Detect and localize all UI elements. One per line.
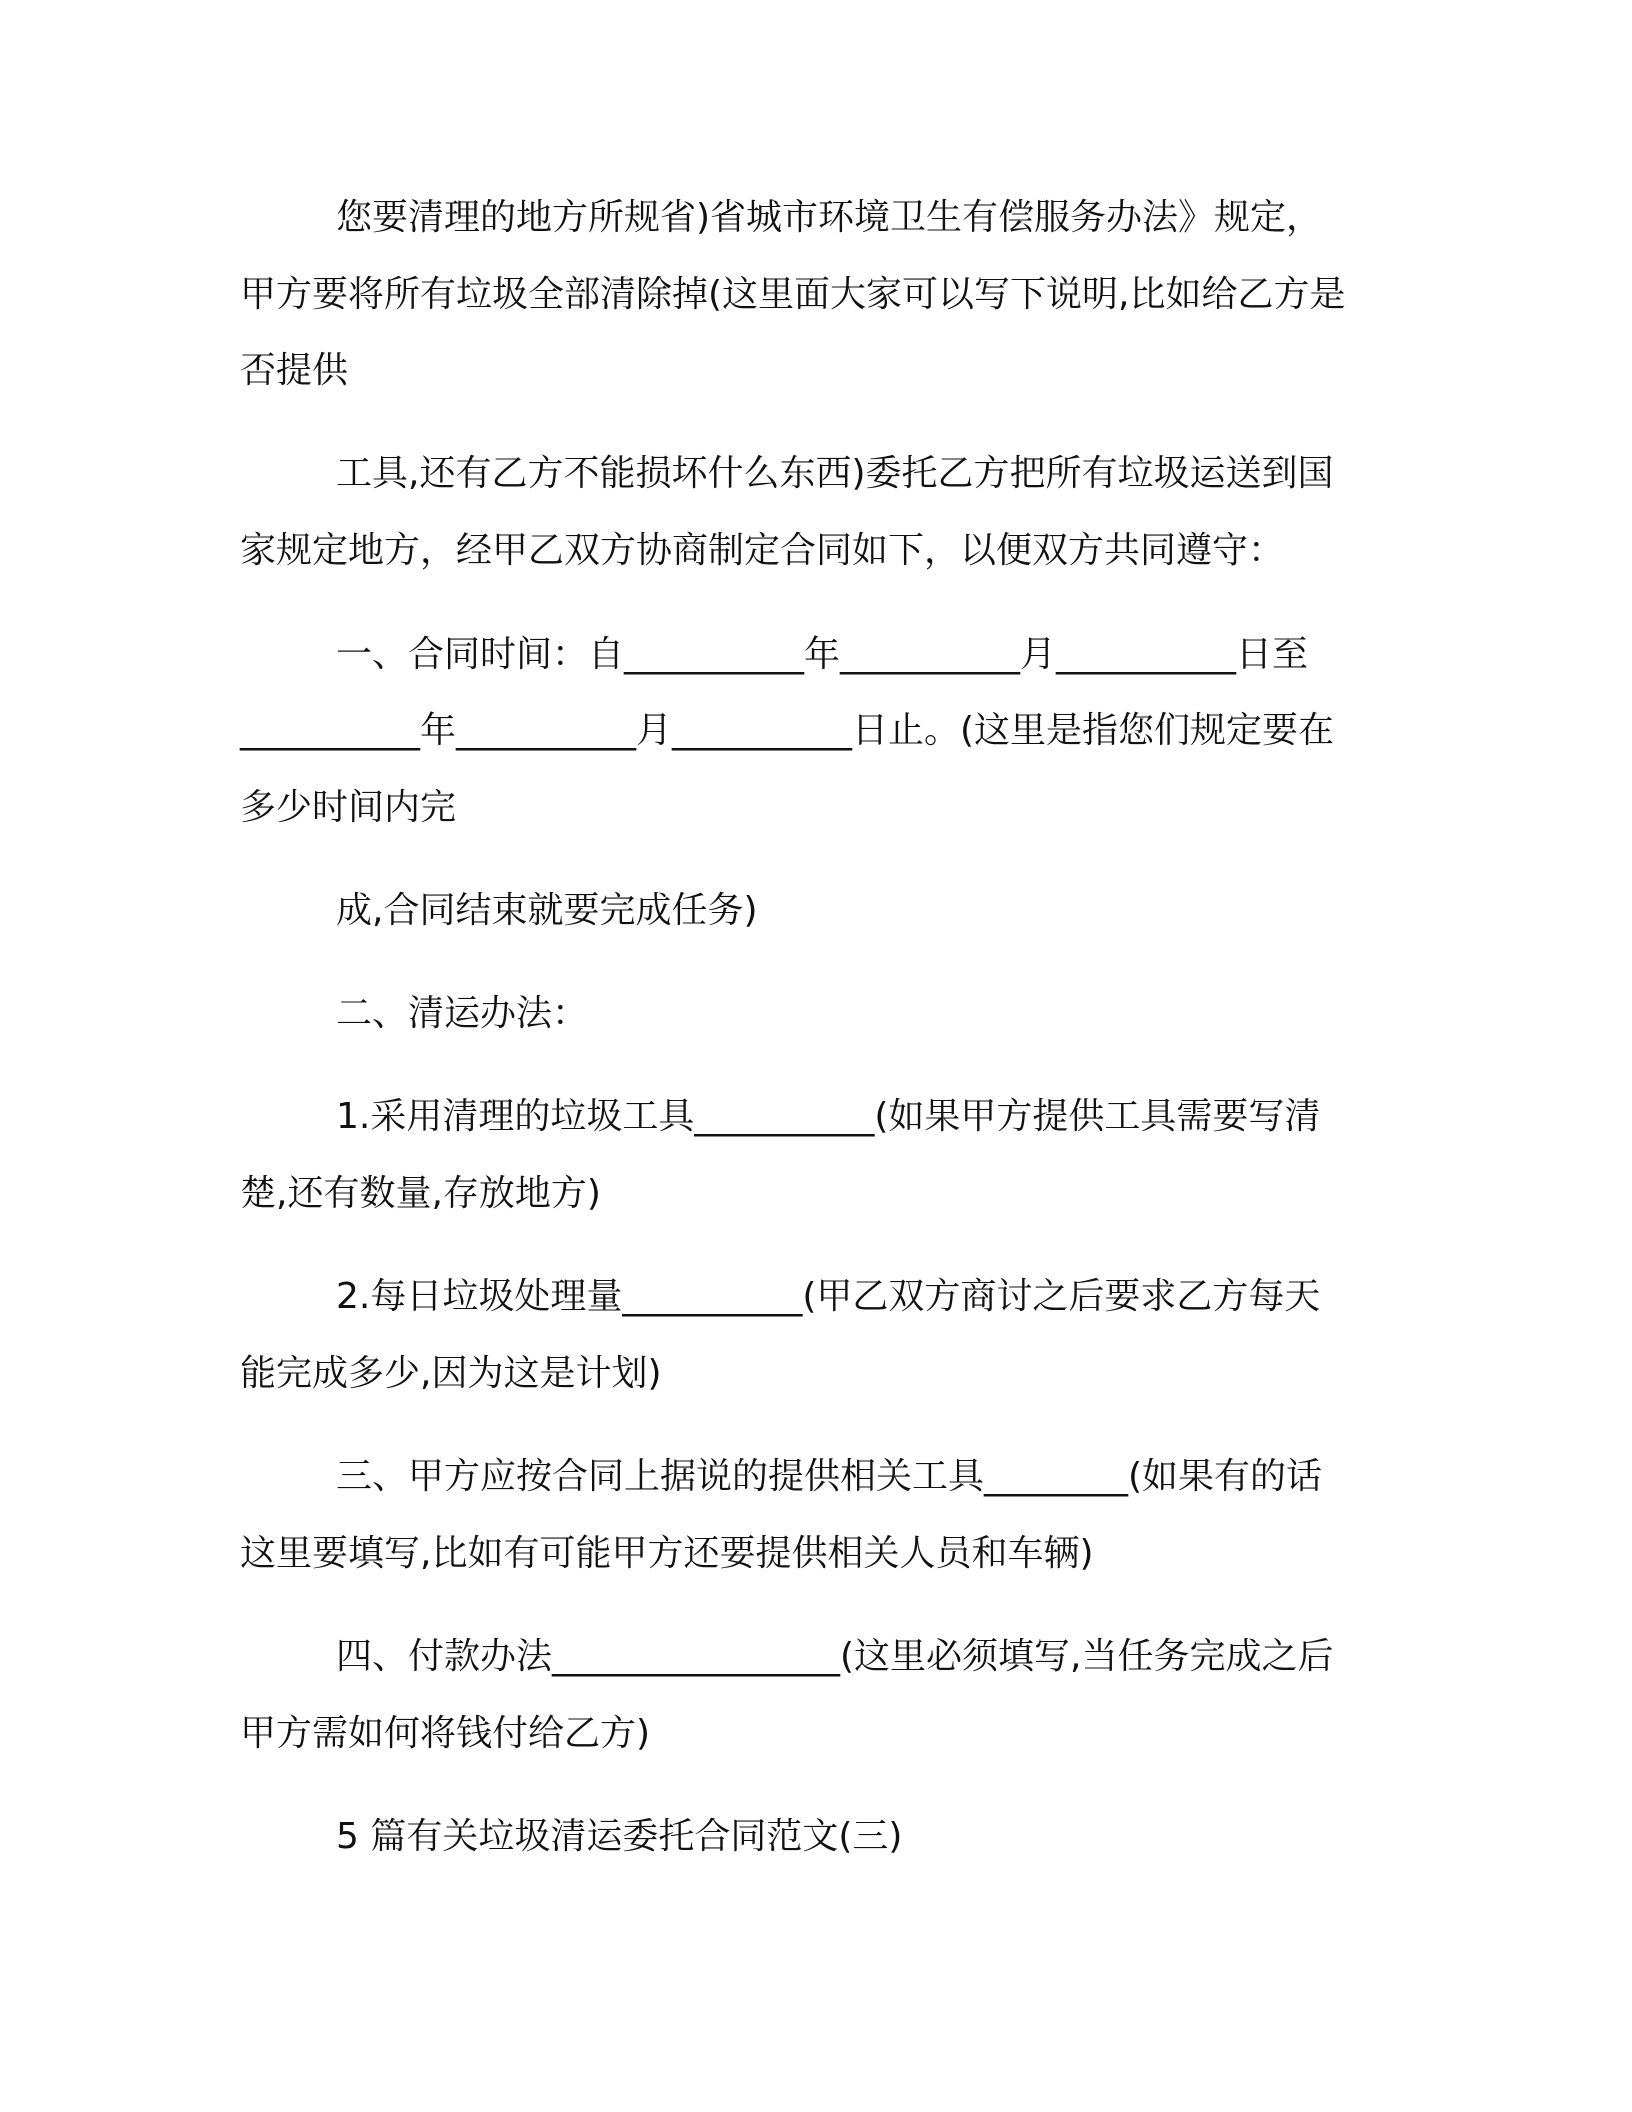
clause-1-time-line-2: __________年__________月__________日止。(这里是指您们规定要在 (240, 710, 1335, 751)
clause-1-time-line-4: 成,合同结束就要完成任务) (336, 890, 758, 931)
clause-2-item-2-line-2: 能完成多少,因为这是计划) (240, 1353, 662, 1394)
paragraph-intro-line-3: 否提供 (240, 350, 349, 391)
clause-2-item-1-line-2: 楚,还有数量,存放地方) (240, 1173, 601, 1214)
clause-4-line-1: 四、付款办法________________(这里必须填写,当任务完成之后 (336, 1636, 1334, 1677)
clause-3-line-2: 这里要填写,比如有可能甲方还要提供相关人员和车辆) (240, 1533, 1094, 1574)
paragraph-tools-line-1: 工具,还有乙方不能损坏什么东西)委托乙方把所有垃圾运送到国 (336, 453, 1334, 494)
paragraph-tools-line-2: 家规定地方，经甲乙双方协商制定合同如下，以便双方共同遵守： (240, 530, 1285, 571)
clause-3-line-1: 三、甲方应按合同上据说的提供相关工具________(如果有的话 (336, 1456, 1323, 1497)
paragraph-intro-line-2: 甲方要将所有垃圾全部清除掉(这里面大家可以写下说明,比如给乙方是 (240, 274, 1346, 315)
paragraph-intro-line-1: 您要清理的地方所规省)省城市环境卫生有偿服务办法》规定， (336, 197, 1323, 238)
clause-1-time-line-3: 多少时间内完 (240, 787, 457, 828)
clause-2-item-2-line-1: 2.每日垃圾处理量__________(甲乙双方商讨之后要求乙方每天 (336, 1276, 1321, 1317)
clause-4-line-2: 甲方需如何将钱付给乙方) (240, 1713, 651, 1754)
clause-2-item-1-line-1: 1.采用清理的垃圾工具__________(如果甲方提供工具需要写清 (336, 1096, 1321, 1137)
clause-1-time-line-1: 一、合同时间：自__________年__________月__________日至 (336, 634, 1309, 675)
section-heading: 5 篇有关垃圾清运委托合同范文(三) (336, 1816, 903, 1857)
clause-2-heading: 二、清运办法： (336, 993, 589, 1034)
